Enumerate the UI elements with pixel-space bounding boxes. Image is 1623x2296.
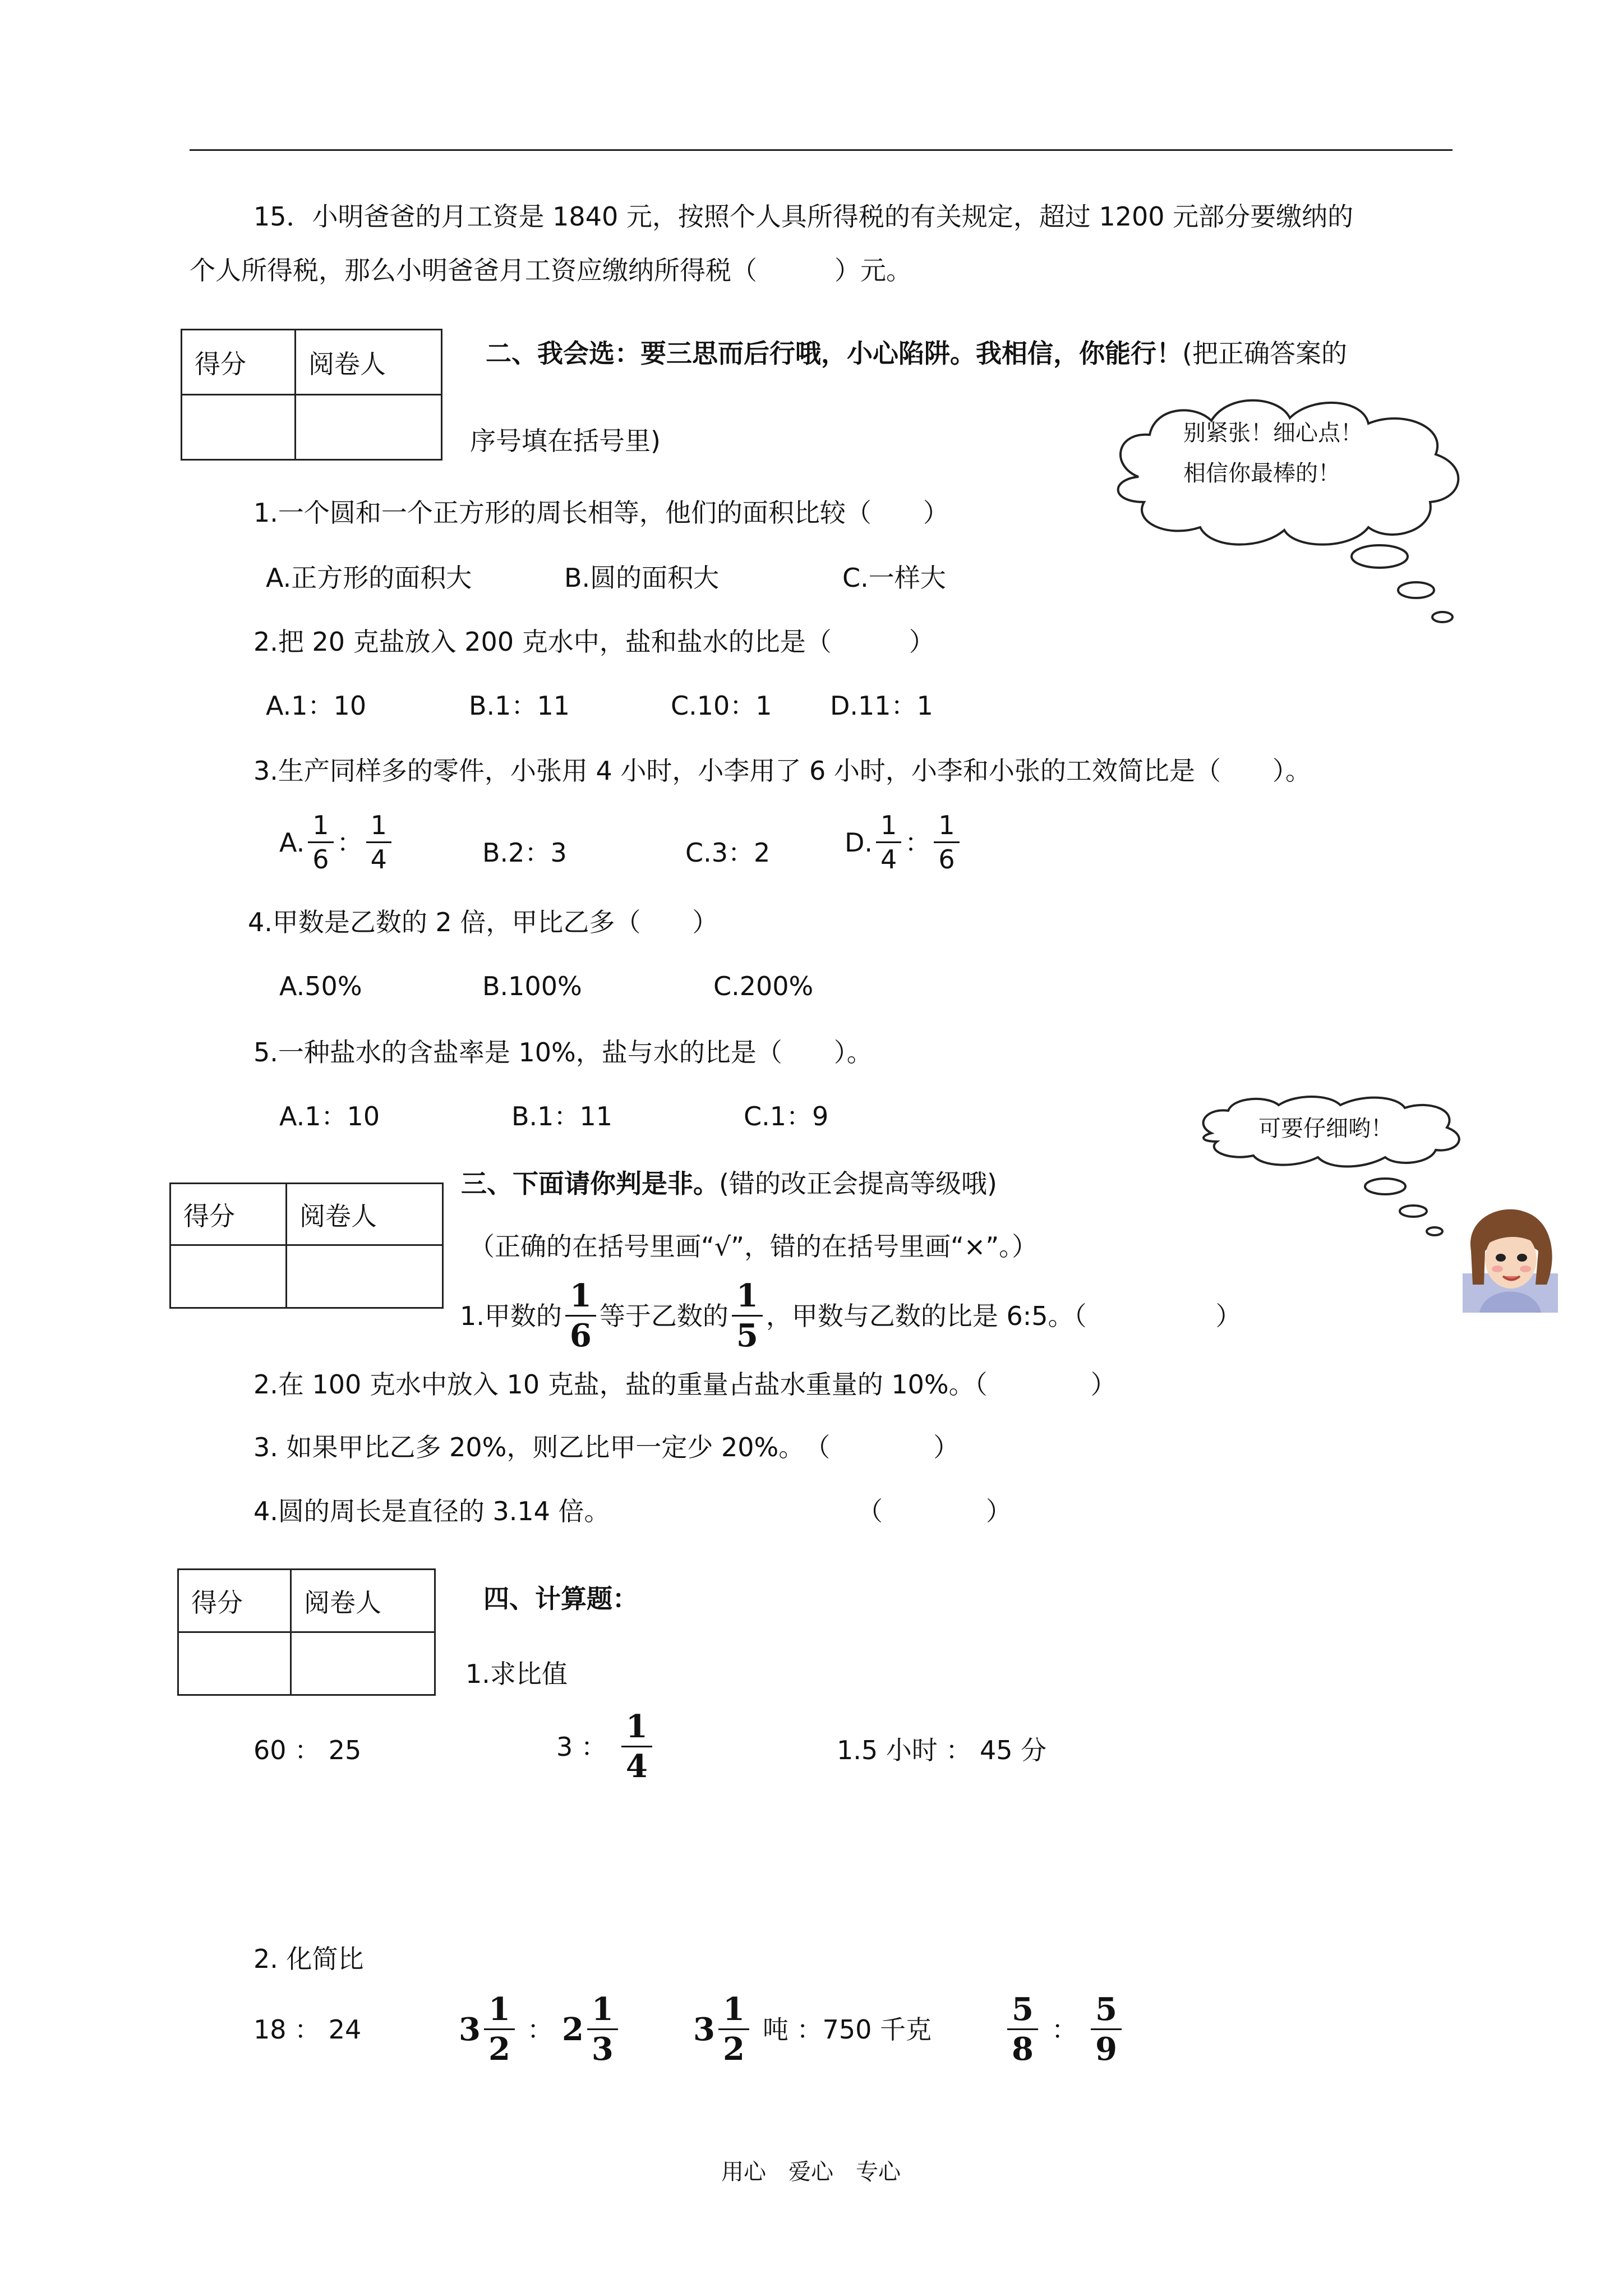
simplify-item-4: $\frac{5}{8}$ ： $\frac{5}{9}$ [1004,1994,1125,2065]
mc-q4-option-b[interactable]: B.100% [482,971,582,1001]
bubble-careful-text: 可要仔细哟！ [1258,1116,1393,1142]
question-15-line1: 15．小明爸爸的月工资是 1840 元，按照个人具所得税的有关规定，超过 1200 元部分要缴纳的 [253,201,1354,232]
page-footer: 用心 爱心 专心 [721,2159,901,2185]
fraction: $\frac{1}{4}$ [366,812,391,872]
mc-q3-option-c[interactable]: C.3：2 [685,838,771,868]
simplify-item-1: 18 ： 24 [253,2014,362,2045]
section2-heading-line2: 序号填在括号里) [470,426,661,456]
score-label: 得分 [182,330,296,395]
score-table-section3 [169,1182,444,1309]
score-cell[interactable] [182,395,296,460]
grader-cell[interactable] [287,1245,443,1308]
fraction: $\frac{5}{8}$ [1007,1994,1038,2065]
mc-q4-option-a[interactable]: A.50% [279,971,362,1001]
mc-q2-option-c[interactable]: C.10：1 [671,691,772,721]
mc-q3-option-b[interactable]: B.2：3 [482,838,567,868]
tf-question-4-paren[interactable]: （ ） [857,1496,1012,1526]
mc-q4-option-c[interactable]: C.200% [713,971,814,1001]
score-cell[interactable] [178,1632,291,1695]
header-rule [190,149,1453,151]
mc-q5-option-b[interactable]: B.1：11 [511,1101,612,1131]
ratio-item-2: 3 ： $\frac{1}{4}$ [556,1711,656,1782]
fraction: $\frac{1}{2}$ [484,1994,515,2065]
section3-heading: 三、下面请你判是非。(错的改正会提高等级哦) [461,1168,997,1199]
fraction: $\frac{1}{2}$ [718,1994,749,2065]
fraction: $\frac{1}{3}$ [587,1994,618,2065]
mc-question-5: 5.一种盐水的含盐率是 10%，盐与水的比是（ ）。 [253,1037,873,1068]
section3-instruction: （正确的在括号里画“√”，错的在括号里画“×”。） [469,1231,1038,1262]
fraction: $\frac{1}{6}$ [308,812,333,872]
question-15-line2: 个人所得税，那么小明爸爸月工资应缴纳所得税（ ）元。 [190,255,912,286]
tf-question-3: 3. 如果甲比乙多 20%，则乙比甲一定少 20%。 （ ） [253,1432,960,1462]
fraction: $\frac{5}{9}$ [1091,1994,1122,2065]
tf-question-4: 4.圆的周长是直径的 3.14 倍。 [253,1496,610,1526]
ratio-item-1: 60 ： 25 [253,1735,362,1765]
simplify-item-3: 3 $\frac{1}{2}$ 吨 ：750 千克 [693,1991,932,2068]
grader-label: 阅卷人 [287,1184,443,1245]
bubble-line2: 相信你最棒的！ [1183,461,1340,486]
mc-q5-option-c[interactable]: C.1：9 [744,1101,829,1131]
fraction: $\frac{1}{4}$ [876,812,901,872]
score-cell[interactable] [170,1245,287,1308]
mc-question-1: 1.一个圆和一个正方形的周长相等，他们的面积比较（ ） [253,498,949,528]
grader-cell[interactable] [296,395,442,460]
mc-q1-option-b[interactable]: B.圆的面积大 [564,563,720,593]
ratio-item-3: 1.5 小时 ： 45 分 [837,1735,1047,1765]
score-table-section2 [181,329,442,461]
bubble-line1: 别紧张！细心点！ [1183,420,1363,446]
mc-q2-option-b[interactable]: B.1：11 [469,691,570,721]
mc-q3-option-d[interactable]: D. $\frac{1}{4}$ ： $\frac{1}{6}$ [845,812,963,872]
score-label: 得分 [170,1184,287,1245]
section4-sub1: 1.求比值 [465,1659,568,1689]
mc-q2-option-d[interactable]: D.11：1 [830,691,933,721]
simplify-item-2: 3 $\frac{1}{2}$ ： 2 $\frac{1}{3}$ [459,1994,621,2065]
girl-illustration [1463,1206,1558,1313]
mc-q1-option-a[interactable]: A.正方形的面积大 [266,563,472,593]
tf-question-2: 2.在 100 克水中放入 10 克盐，盐的重量占盐水重量的 10%。（ ） [253,1369,1117,1400]
section4-heading: 四、计算题： [483,1584,638,1614]
mc-question-3: 3.生产同样多的零件，小张用 4 小时，小李用了 6 小时，小李和小张的工效简比是（ ）。 [253,756,1311,786]
mc-q2-option-a[interactable]: A.1：10 [266,691,367,721]
score-label: 得分 [178,1570,291,1632]
fraction: $\frac{1}{4}$ [621,1711,652,1782]
mc-q3-option-a[interactable]: A. $\frac{1}{6}$ ： $\frac{1}{4}$ [279,812,395,872]
mc-q5-option-a[interactable]: A.1：10 [279,1101,380,1131]
score-table-section4 [177,1568,436,1696]
section4-sub2: 2. 化简比 [253,1944,364,1974]
mc-q1-option-c[interactable]: C.一样大 [842,563,946,593]
grader-label: 阅卷人 [291,1570,435,1632]
mc-question-4: 4.甲数是乙数的 2 倍，甲比乙多（ ） [248,907,718,937]
fraction: $\frac{1}{5}$ [732,1280,763,1351]
mc-question-2: 2.把 20 克盐放入 200 克水中，盐和盐水的比是（ ） [253,627,935,657]
grader-label: 阅卷人 [296,330,442,395]
fraction: $\frac{1}{6}$ [934,812,959,872]
tf-question-1: 1.甲数的 $\frac{1}{6}$ 等于乙数的 $\frac{1}{5}$ ，甲数与乙数的比是 6:5。（ ） [460,1277,1242,1354]
grader-cell[interactable] [291,1632,435,1695]
fraction: $\frac{1}{6}$ [565,1280,596,1351]
section2-heading: 二、我会选：要三思而后行哦，小心陷阱。我相信，你能行！(把正确答案的 [486,338,1347,369]
